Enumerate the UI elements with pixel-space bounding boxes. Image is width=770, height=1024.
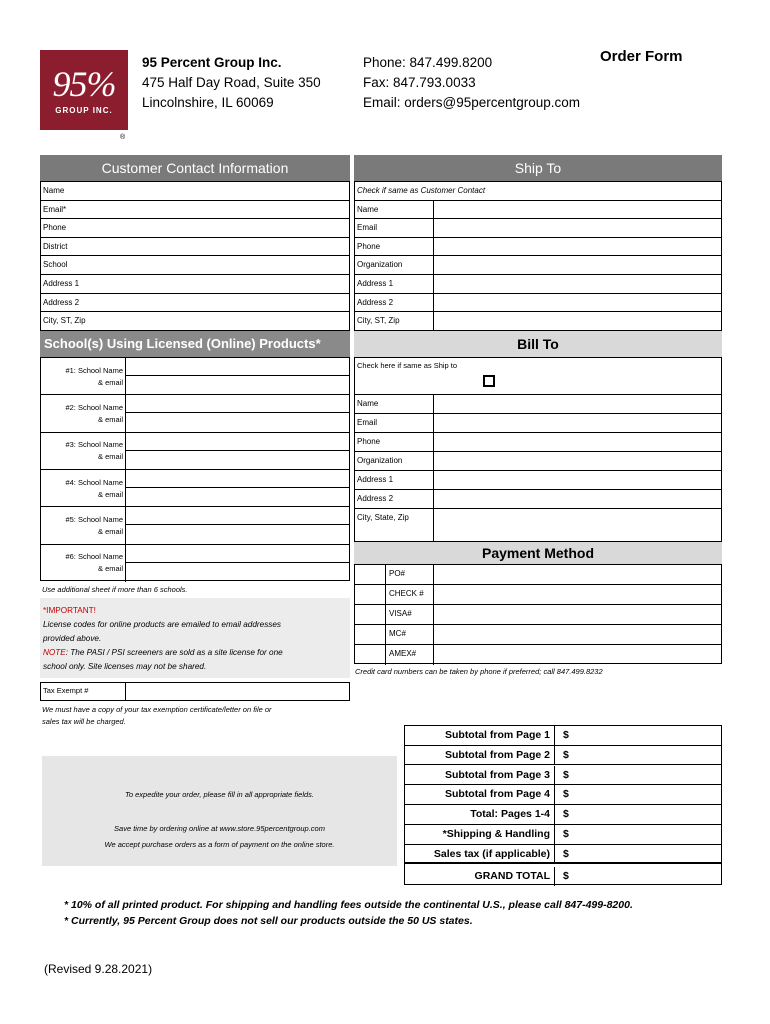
customer-row[interactable] (41, 238, 349, 257)
currency-symbol: $ (563, 869, 569, 882)
payment-heading: Payment Method (354, 542, 722, 564)
ship-row[interactable] (355, 219, 721, 238)
expedite-line2: Save time by ordering online at www.store.95percentgroup.com (114, 824, 325, 833)
ship-field-label: Address 2 (357, 297, 394, 307)
customer-heading: Customer Contact Information (40, 155, 350, 181)
ship-row[interactable] (355, 275, 721, 294)
total-label: Subtotal from Page 4 (405, 785, 555, 804)
payment-field-label: VISA# (389, 609, 412, 618)
school-row (41, 433, 349, 470)
ship-field-label: Address 1 (357, 279, 394, 288)
bill-field-label: Name (357, 399, 379, 408)
payment-row[interactable] (355, 585, 721, 605)
bill-row[interactable] (355, 395, 721, 414)
logo-text: GROUP INC. (55, 106, 113, 115)
payment-field-label: CHECK # (389, 589, 424, 598)
ship-field-label: Phone (357, 241, 381, 251)
school-row (41, 395, 349, 432)
form-title: Order Form (600, 48, 683, 65)
total-row[interactable] (405, 766, 721, 786)
school-label: #6: School Name (65, 552, 123, 562)
note-label: NOTE (43, 648, 66, 657)
total-label: Subtotal from Page 1 (405, 726, 555, 745)
customer-row[interactable] (41, 201, 349, 220)
school-label: #3: School Name (65, 440, 123, 450)
contact-email: Email: orders@95percentgroup.com (363, 95, 581, 110)
company-block (142, 53, 321, 113)
company-name: 95 Percent Group Inc. (142, 55, 282, 70)
school-email-input[interactable] (126, 563, 349, 582)
bill-field-label: Email (357, 418, 378, 427)
ship-field-label: Organization (357, 260, 403, 270)
total-label: *Shipping & Handling (405, 825, 555, 844)
school-email-label: & email (97, 452, 123, 462)
total-label: Total: Pages 1-4 (405, 805, 555, 824)
revised-date: (Revised 9.28.2021) (44, 962, 153, 976)
total-label: Subtotal from Page 2 (405, 746, 555, 765)
payment-field-label: MC# (389, 629, 406, 638)
customer-row[interactable] (41, 219, 349, 238)
bill-row[interactable] (355, 414, 721, 433)
footnote2: * Currently, 95 Percent Group does not sell our products outside the 50 US states. (64, 915, 473, 927)
ship-heading: Ship To (354, 155, 722, 181)
important-title: *IMPORTANT! (43, 606, 96, 615)
total-row[interactable] (405, 785, 721, 805)
total-row[interactable] (405, 845, 721, 865)
ship-field-label: Email (357, 223, 378, 233)
school-label: #2: School Name (65, 402, 123, 412)
contact-fax: Fax: 847.793.0033 (363, 75, 476, 90)
payment-row[interactable] (355, 625, 721, 645)
contact-block (363, 53, 580, 113)
logo-mark: 95% (52, 64, 116, 104)
footnote1: * 10% of all printed product. For shipping and handling fees outside the continental U.S., please call 847-499-8200. (64, 899, 633, 911)
customer-field-label: Email* (43, 204, 67, 214)
payment-section (354, 564, 722, 664)
ship-check-label: Check if same as Customer Contact (357, 186, 486, 195)
expedite-line1: To expedite your order, please fill in all appropriate fields. (124, 790, 314, 799)
total-row[interactable] (405, 746, 721, 766)
total-row[interactable] (405, 867, 721, 887)
total-row[interactable] (405, 825, 721, 845)
school-row (41, 545, 349, 582)
customer-row[interactable] (41, 256, 349, 275)
school-email-input[interactable] (126, 525, 349, 543)
note-text1: : The PASI / PSI screeners are sold as a site license for one (65, 648, 283, 657)
payment-field-label: AMEX# (389, 649, 417, 658)
registered-mark: ® (120, 134, 126, 141)
school-row (41, 507, 349, 544)
total-label: Sales tax (if applicable) (405, 845, 555, 863)
customer-field-label: Name (43, 186, 65, 195)
bill-row[interactable] (355, 509, 721, 541)
school-email-input[interactable] (126, 413, 349, 431)
school-name-input[interactable] (126, 358, 349, 376)
customer-field-label: Address 2 (43, 297, 80, 307)
tax-note1: We must have a copy of your tax exemption certificate/letter on file or (42, 705, 272, 714)
schools-section (40, 357, 350, 581)
total-label: Subtotal from Page 3 (405, 766, 555, 785)
total-label: GRAND TOTAL (405, 867, 555, 887)
customer-field-label: City, ST, Zip (43, 316, 86, 326)
school-name-input[interactable] (126, 395, 349, 413)
customer-field-label: District (43, 241, 68, 251)
customer-section (40, 181, 350, 331)
bill-row[interactable] (355, 433, 721, 452)
bill-field-label: Phone (357, 437, 381, 446)
payment-note: Credit card numbers can be taken by phone if preferred; call 847.499.8232 (355, 667, 603, 676)
expedite-box (42, 756, 397, 866)
important-box (40, 598, 350, 678)
tax-note (42, 704, 272, 728)
expedite-line3: We accept purchase orders as a form of payment on the online store. (104, 840, 335, 849)
school-label: #1: School Name (65, 365, 123, 375)
currency-symbol: $ (563, 768, 569, 781)
school-name-input[interactable] (126, 470, 349, 488)
customer-row[interactable] (41, 312, 349, 331)
ship-check-row[interactable] (355, 182, 721, 201)
schools-heading: School(s) Using Licensed (Online) Products* (40, 331, 350, 357)
totals-table (404, 725, 722, 885)
customer-field-label: Address 1 (43, 279, 80, 288)
school-email-input[interactable] (126, 451, 349, 469)
ship-row[interactable] (355, 201, 721, 220)
currency-symbol: $ (563, 729, 569, 741)
ship-row[interactable] (355, 294, 721, 313)
currency-symbol: $ (563, 748, 569, 761)
bill-row[interactable] (355, 471, 721, 490)
bill-heading: Bill To (354, 331, 722, 357)
customer-row[interactable] (41, 275, 349, 294)
bill-row[interactable] (355, 490, 721, 509)
school-email-input[interactable] (126, 376, 349, 394)
bill-check-label: Check here if same as Ship to (357, 361, 458, 370)
school-row (41, 358, 349, 395)
currency-symbol: $ (563, 847, 569, 860)
school-name-input[interactable] (126, 507, 349, 525)
currency-symbol: $ (563, 788, 569, 801)
contact-phone: Phone: 847.499.8200 (363, 55, 493, 70)
ship-row[interactable] (355, 238, 721, 257)
ship-section (354, 181, 722, 331)
company-address1: 475 Half Day Road, Suite 350 (142, 75, 321, 90)
school-email-input[interactable] (126, 488, 349, 506)
payment-field-label: PO# (389, 569, 406, 578)
note-text2: school only. Site licenses may not be shared. (43, 662, 207, 671)
total-row[interactable] (405, 805, 721, 825)
company-logo (40, 50, 128, 130)
payment-row[interactable] (355, 645, 721, 665)
tax-exempt-label: Tax Exempt # (43, 686, 89, 695)
bill-section (354, 395, 722, 542)
bill-row[interactable] (355, 452, 721, 471)
total-row[interactable] (405, 726, 721, 746)
customer-field-label: Phone (43, 223, 67, 233)
tax-exempt-input[interactable] (126, 683, 349, 700)
payment-row[interactable] (355, 565, 721, 585)
bill-check-box (354, 357, 722, 395)
school-email-label: & email (97, 564, 123, 574)
school-email-label: & email (97, 489, 123, 499)
bill-field-label: Organization (357, 456, 403, 465)
company-address2: Lincolnshire, IL 60069 (142, 95, 274, 110)
payment-row[interactable] (355, 605, 721, 625)
school-row (41, 470, 349, 507)
currency-symbol: $ (563, 808, 569, 821)
bill-field-label: Address 1 (357, 475, 394, 484)
school-label: #4: School Name (65, 477, 123, 487)
school-label: #5: School Name (65, 514, 123, 524)
school-email-label: & email (97, 377, 123, 387)
customer-row[interactable] (41, 182, 349, 201)
tax-note2: sales tax will be charged. (42, 717, 126, 726)
currency-symbol: $ (563, 828, 569, 840)
ship-row[interactable] (355, 312, 721, 331)
bill-field-label: City, State, Zip (357, 513, 409, 522)
customer-field-label: School (43, 260, 68, 270)
ship-field-label: City, ST, Zip (357, 316, 400, 326)
school-email-label: & email (97, 526, 123, 536)
school-name-input[interactable] (126, 545, 349, 564)
tax-exempt-row (40, 682, 350, 701)
customer-row[interactable] (41, 294, 349, 313)
ship-row[interactable] (355, 256, 721, 275)
important-text1: License codes for online products are emailed to email addresses (43, 620, 282, 629)
bill-field-label: Address 2 (357, 494, 394, 503)
ship-field-label: Name (357, 204, 379, 214)
important-text2: provided above. (43, 634, 102, 643)
same-as-ship-checkbox[interactable] (483, 375, 495, 387)
school-name-input[interactable] (126, 433, 349, 451)
school-email-label: & email (97, 414, 123, 424)
schools-extra-note: Use additional sheet if more than 6 schools. (42, 585, 188, 594)
